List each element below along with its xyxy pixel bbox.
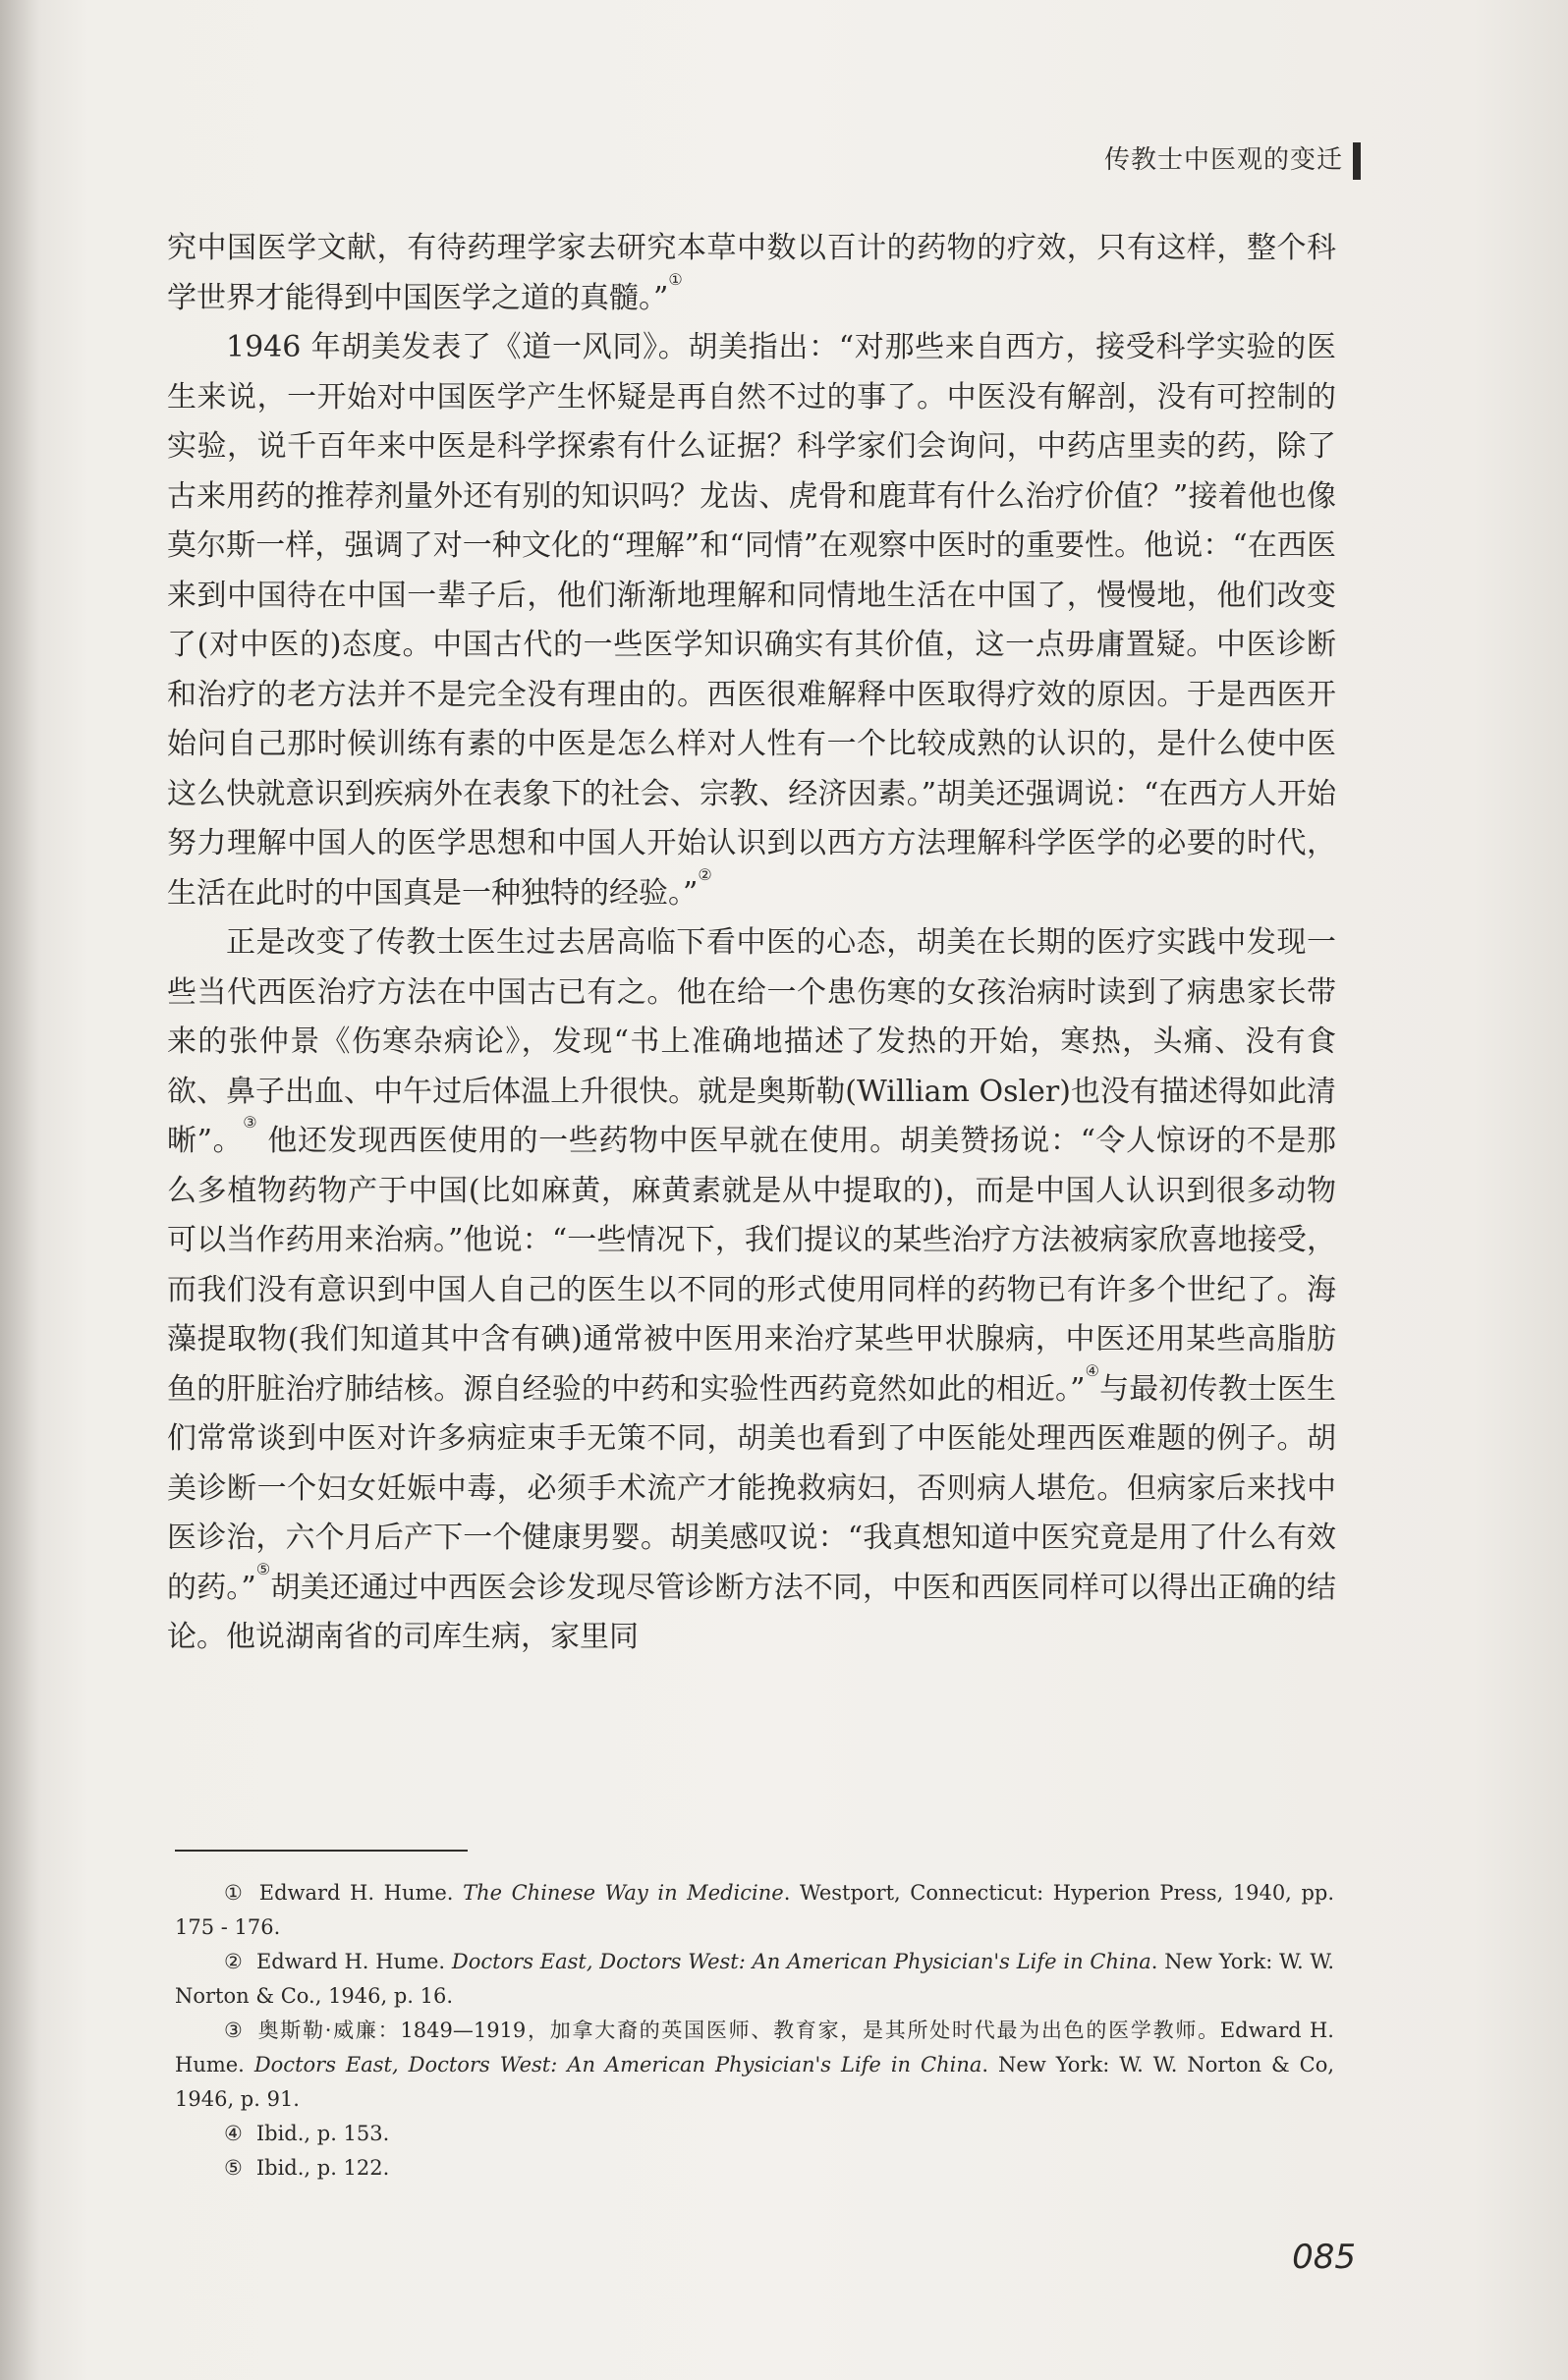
running-head-title: 传教士中医观的变迁 [1103,145,1343,175]
footnote-book-title: Doctors East, Doctors West: An American Physician's Life in China [451,1950,1151,1973]
paragraph-text: 1946 年胡美发表了《道一风同》。胡美指出：“对那些来自西方，接受科学实验的医生来说，一开始对中国医学产生怀疑是再自然不过的事了。中医没有解剖，没有可控制的实验，说千百年来中医是科学探索有什么证据？科学家们会询问，中药店里卖的药，除了古来用药的推荐剂量外还有别的知识吗？龙齿、虎骨和鹿茸有什么治疗价值？”接着他也像莫尔斯一样，强调了对一种文化的“理解”和“同情”在观察中医时的重要性。他说：“在西医来到中国待在中国一辈子后，他们渐渐地理解和同情地生活在中国了，慢慢地，他们改变了(对中医的)态度。中国古代的一些医学知识确实有其价值，这一点毋庸置疑。中医诊断和治疗的老方法并不是完全没有理由的。西医很难解释中医取得疗效的原因。于是西医开始问自己那时候训练有素的中医是怎么样对人性有一个比较成熟的认识的，是什么使中医这么快就意识到疾病外在表象下的社会、宗教、经济因素。”胡美还强调说：“在西方人开始努力理解中国人的医学思想和中国人开始认识到以西方方法理解科学医学的必要的时代，生活在此时的中国真是一种独特的经验。” [167,330,1336,911]
footnote-text: . Westport, Connecticut: Hyperion Press, 1940, pp. 175 - 176. [175,1881,1334,1939]
footnote-number: ① [224,1881,246,1905]
paragraph-text: 正是改变了传教士医生过去居高临下看中医的心态，胡美在长期的医疗实践中发现一些当代西医治疗方法在中国古已有之。他在给一个患伤寒的女孩治病时读到了病患家长带来的张仲景《伤寒杂病论》，发现“书上准确地描述了发热的开始，寒热，头痛、没有食欲、鼻子出血、中午过后体温上升很快。就是奥斯勒(William Osler)也没有描述得如此清晰”。 [167,925,1336,1158]
footnote-text: Ibid., p. 153. [255,2122,390,2145]
paragraph-text: 他还发现西医使用的一些药物中医早就在使用。胡美赞扬说：“令人惊讶的不是那么多植物药物产于中国(比如麻黄，麻黄素就是从中提取的)，而是中国人认识到很多动物可以当作药用来治病。”他说：“一些情况下，我们提议的某些治疗方法被病家欣喜地接受，而我们没有意识到中国人自己的医生以不同的形式使用同样的药物已有许多个世纪了。海藻提取物(我们知道其中含有碘)通常被中医用来治疗某些甲状腺病，中医还用某些高脂肪鱼的肝脏治疗肺结核。源自经验的中药和实验性西药竟然如此的相近。” [167,1124,1337,1407]
body-text [167,224,1336,1663]
footnote-book-title: Doctors East, Doctors West: An American Physician's Life in China [253,2053,982,2076]
footnote [175,1876,1334,1945]
running-head-bar [1353,142,1361,180]
paragraph [167,918,1336,1663]
footnote-text: 奥斯勒·威廉：1849—1919，加拿大裔的英国医师、教育家，是其所处时代最为出色的医学教师。Edward H. Hume. [175,2019,1334,2076]
footnote-ref: ③ [243,1113,258,1132]
footnote-ref: ⑤ [255,1559,271,1578]
footnotes [175,1876,1334,2186]
paragraph [167,224,1336,323]
footnote-text: . New York: W. W. Norton & Co, 1946, p. 91. [175,2053,1335,2111]
footnote [175,2117,1334,2151]
footnote-number: ⑤ [224,2156,243,2180]
footnote-text: Edward H. Hume. [255,1950,452,1973]
footnote-text: Edward H. Hume. [258,1881,464,1905]
footnote-number: ② [224,1950,243,1973]
footnote [175,2014,1334,2117]
footnote-text: Ibid., p. 122. [255,2156,390,2180]
page-number: 085 [1292,2238,1356,2277]
footnote-number: ④ [224,2122,243,2145]
paragraph-text: 与最初传教士医生们常常谈到中医对许多病症束手无策不同，胡美也看到了中医能处理西医难题的例子。胡美诊断一个妇女妊娠中毒，必须手术流产才能挽救病妇，否则病人堪危。但病家后来找中医诊治，六个月后产下一个健康男婴。胡美感叹说：“我真想知道中医究竟是用了什么有效的药。” [167,1371,1336,1605]
footnote-number: ③ [224,2019,245,2042]
footnote-divider [175,1850,468,1852]
paragraph-text: 究中国医学文献，有待药理学家去研究本草中数以百计的药物的疗效，只有这样，整个科学世界才能得到中国医学之道的真髓。” [167,231,1336,315]
running-head [1104,139,1361,180]
paragraph [167,323,1336,918]
footnote-ref: ② [698,864,712,884]
footnote-ref: ① [668,269,683,289]
paragraph-text: 胡美还通过中西医会诊发现尽管诊断方法不同，中医和西医同样可以得出正确的结论。他说湖南省的司库生病，家里同 [167,1570,1337,1654]
footnote-book-title: The Chinese Way in Medicine [463,1881,784,1905]
footnote-ref: ④ [1085,1360,1100,1380]
footnote-text: . New York: W. W. Norton & Co., 1946, p. 16. [175,1950,1334,2008]
footnote [175,1945,1334,2014]
footnote [175,2151,1334,2186]
